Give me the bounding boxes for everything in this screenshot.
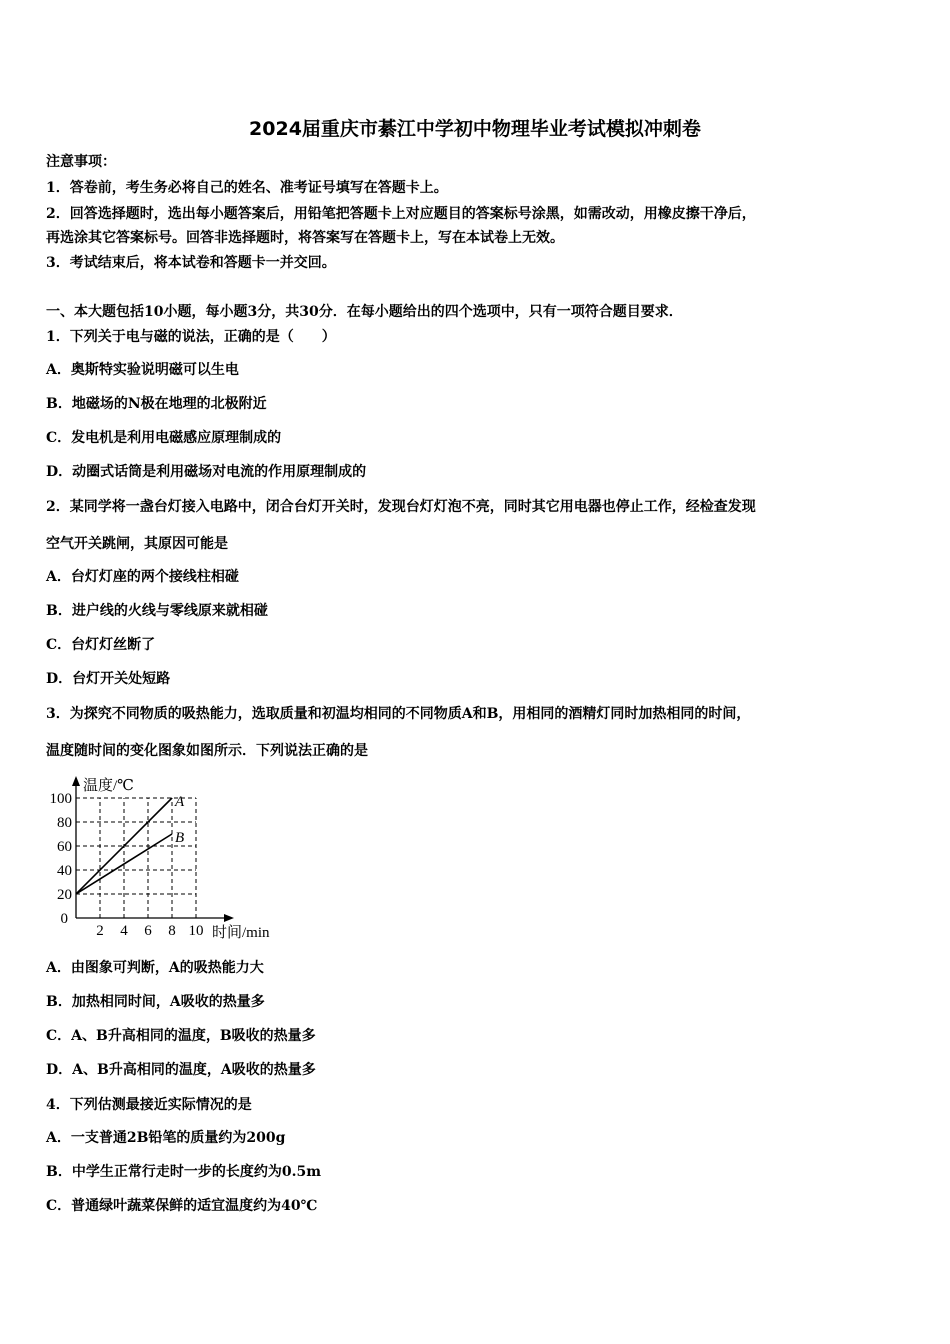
q2-option-c: C．台灯灯丝断了 [46, 637, 156, 653]
chart-labels [50, 776, 271, 941]
notice-item-3: 3．考试结束后，将本试卷和答题卡一并交回。 [46, 255, 336, 271]
y-tick-label-80: 80 [57, 815, 72, 831]
q2-option-d: D．台灯开关处短路 [46, 671, 171, 687]
q4-stem: 4．下列估测最接近实际情况的是 [46, 1097, 252, 1113]
q2-option-b: B．进户线的火线与零线原来就相碰 [46, 603, 268, 619]
q4-option-b: B．中学生正常行走时一步的长度约为0.5m [46, 1164, 322, 1180]
section-instruction: 一、本大题包括10小题，每小题3分，共30分．在每小题给出的四个选项中，只有一项符合题目要求． [46, 304, 683, 320]
q1-option-d: D．动圈式话筒是利用磁场对电流的作用原理制成的 [46, 464, 367, 480]
y-tick-label-100: 100 [49, 791, 72, 807]
y-axis-label: 温度/℃ [83, 778, 134, 794]
x-tick-label-6: 6 [144, 923, 152, 939]
q1-stem: 1．下列关于电与磁的说法，正确的是（ ） [46, 329, 336, 345]
page-title: 2024届重庆市綦江中学初中物理毕业考试模拟冲刺卷 [249, 118, 701, 140]
x-tick-label-4: 4 [120, 923, 128, 939]
q2-stem-line2: 空气开关跳闸，其原因可能是 [46, 536, 228, 552]
q1-option-b: B．地磁场的N极在地理的北极附近 [46, 396, 267, 412]
q2-option-a: A．台灯灯座的两个接线柱相碰 [46, 569, 239, 585]
x-tick-label-2: 2 [96, 923, 104, 939]
q1-option-c: C．发电机是利用电磁感应原理制成的 [46, 430, 282, 446]
chart-grid [76, 798, 196, 918]
x-axis-arrow [224, 914, 234, 922]
y-tick-label-20: 20 [57, 887, 72, 903]
q3-stem-line1: 3．为探究不同物质的吸热能力，选取质量和初温均相同的不同物质A和B，用相同的酒精灯同时加热相同的时间， [46, 706, 751, 722]
series-label-A: A [175, 794, 185, 810]
notice-heading: 注意事项： [46, 154, 116, 170]
q3-stem-line2: 温度随时间的变化图象如图所示．下列说法正确的是 [46, 743, 368, 759]
q3-option-c: C．A、B升高相同的温度，B吸收的热量多 [46, 1028, 316, 1044]
series-label-B: B [175, 830, 185, 846]
q3-option-a: A．由图象可判断，A的吸热能力大 [46, 960, 264, 976]
q2-stem-line1: 2．某同学将一盏台灯接入电路中，闭合台灯开关时，发现台灯灯泡不亮，同时其它用电器也停止工作，经检查发现 [46, 499, 756, 515]
q4-option-c: C．普通绿叶蔬菜保鲜的适宜温度约为40℃ [46, 1198, 318, 1214]
x-axis-label: 时间/min [212, 925, 270, 941]
q3-option-b: B．加热相同时间，A吸收的热量多 [46, 994, 265, 1010]
q4-option-a: A．一支普通2B铅笔的质量约为200g [46, 1130, 286, 1146]
notice-item-2-cont: 再选涂其它答案标号。回答非选择题时，将答案写在答题卡上，写在本试卷上无效。 [46, 230, 564, 246]
notice-item-1: 1．答卷前，考生务必将自己的姓名、准考证号填写在答题卡上。 [46, 180, 448, 196]
notice-item-2: 2．回答选择题时，选出每小题答案后，用铅笔把答题卡上对应题目的答案标号涂黑，如需改动，用橡皮擦干净后， [46, 206, 756, 222]
y-tick-label-40: 40 [57, 863, 72, 879]
x-tick-label-8: 8 [168, 923, 176, 939]
y-tick-label-60: 60 [57, 839, 72, 855]
q1-option-a: A．奥斯特实验说明磁可以生电 [46, 362, 239, 378]
q3-option-d: D．A、B升高相同的温度，A吸收的热量多 [46, 1062, 316, 1078]
y-axis-arrow [72, 776, 80, 786]
series-line-B [76, 834, 172, 894]
temperature-time-chart [44, 770, 294, 945]
origin-label: 0 [60, 911, 68, 927]
x-tick-label-10: 10 [188, 923, 204, 939]
